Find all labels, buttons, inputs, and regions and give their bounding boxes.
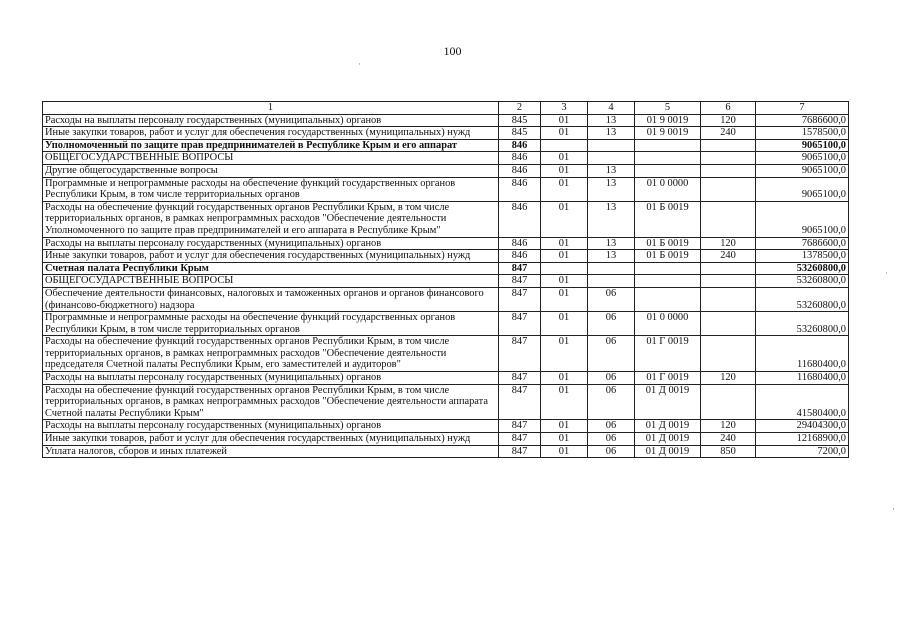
row-expense-type-cell: 120 [701, 420, 756, 433]
row-subsection-cell: 13 [588, 114, 635, 127]
row-admin-code-cell: 847 [499, 372, 541, 385]
row-admin-code-cell: 847 [499, 275, 541, 288]
column-header: 3 [541, 102, 588, 115]
row-section-cell: 01 [541, 177, 588, 201]
row-section-cell: 01 [541, 275, 588, 288]
row-subsection-cell: 13 [588, 164, 635, 177]
row-expense-type-cell [701, 262, 756, 275]
row-amount-cell: 9065100,0 [756, 177, 849, 201]
table-row [43, 164, 849, 177]
row-section-cell: 01 [541, 312, 588, 336]
table-row [43, 201, 849, 237]
row-admin-code-cell: 845 [499, 114, 541, 127]
row-name-cell: Уполномоченный по защите прав предпринимателей в Республике Крым и его аппарат [43, 139, 499, 152]
row-expense-type-cell [701, 139, 756, 152]
row-subsection-cell: 06 [588, 433, 635, 446]
row-target-article-cell: 01 0 0000 [635, 312, 701, 336]
row-section-cell: 01 [541, 164, 588, 177]
row-name-cell: Иные закупки товаров, работ и услуг для обеспечения государственных (муниципальных) нужд [43, 127, 499, 140]
row-expense-type-cell [701, 177, 756, 201]
row-amount-cell: 9065100,0 [756, 201, 849, 237]
table-row [43, 372, 849, 385]
row-subsection-cell [588, 139, 635, 152]
table-row [43, 433, 849, 446]
row-section-cell: 01 [541, 237, 588, 250]
row-section-cell: 01 [541, 127, 588, 140]
row-target-article-cell: 01 Д 0019 [635, 445, 701, 458]
row-target-article-cell [635, 164, 701, 177]
row-amount-cell: 41580400,0 [756, 384, 849, 420]
row-target-article-cell: 01 Б 0019 [635, 201, 701, 237]
row-admin-code-cell: 847 [499, 312, 541, 336]
row-expense-type-cell: 120 [701, 114, 756, 127]
row-amount-cell: 11680400,0 [756, 336, 849, 372]
row-admin-code-cell: 847 [499, 384, 541, 420]
row-target-article-cell [635, 152, 701, 165]
row-target-article-cell [635, 287, 701, 311]
row-name-cell: ОБЩЕГОСУДАРСТВЕННЫЕ ВОПРОСЫ [43, 152, 499, 165]
row-section-cell: 01 [541, 384, 588, 420]
row-target-article-cell [635, 262, 701, 275]
row-name-cell: Иные закупки товаров, работ и услуг для обеспечения государственных (муниципальных) нужд [43, 433, 499, 446]
row-expense-type-cell: 850 [701, 445, 756, 458]
row-expense-type-cell [701, 312, 756, 336]
row-target-article-cell: 01 Б 0019 [635, 250, 701, 263]
column-header: 7 [756, 102, 849, 115]
row-amount-cell: 1378500,0 [756, 250, 849, 263]
row-section-cell: 01 [541, 287, 588, 311]
row-admin-code-cell: 847 [499, 336, 541, 372]
row-admin-code-cell: 847 [499, 262, 541, 275]
row-name-cell: Расходы на выплаты персоналу государственных (муниципальных) органов [43, 372, 499, 385]
row-admin-code-cell: 847 [499, 420, 541, 433]
row-subsection-cell [588, 275, 635, 288]
row-expense-type-cell [701, 275, 756, 288]
row-name-cell: Расходы на выплаты персоналу государственных (муниципальных) органов [43, 114, 499, 127]
row-target-article-cell: 01 Д 0019 [635, 420, 701, 433]
row-amount-cell: 53260800,0 [756, 287, 849, 311]
row-target-article-cell: 01 9 0019 [635, 127, 701, 140]
row-subsection-cell [588, 152, 635, 165]
row-expense-type-cell [701, 336, 756, 372]
row-admin-code-cell: 846 [499, 177, 541, 201]
row-subsection-cell: 06 [588, 312, 635, 336]
row-subsection-cell: 13 [588, 177, 635, 201]
row-target-article-cell: 01 0 0000 [635, 177, 701, 201]
row-name-cell: Счетная палата Республики Крым [43, 262, 499, 275]
row-admin-code-cell: 847 [499, 433, 541, 446]
table-row [43, 287, 849, 311]
row-name-cell: Расходы на обеспечение функций государственных органов Республики Крым, в том числе территориальных органов, в рамках непрограммных расходов "Обеспечение деятельности аппарата Счетной палаты Республики Крым" [43, 384, 499, 420]
table-row [43, 262, 849, 275]
row-admin-code-cell: 846 [499, 152, 541, 165]
row-expense-type-cell: 120 [701, 372, 756, 385]
column-header: 2 [499, 102, 541, 115]
table-row [43, 384, 849, 420]
row-subsection-cell: 06 [588, 445, 635, 458]
row-expense-type-cell: 240 [701, 250, 756, 263]
header-row [43, 102, 849, 115]
row-expense-type-cell [701, 287, 756, 311]
row-section-cell [541, 262, 588, 275]
row-name-cell: Обеспечение деятельности финансовых, налоговых и таможенных органов и органов финансового (финансово-бюджетного) надзора [43, 287, 499, 311]
row-admin-code-cell: 847 [499, 445, 541, 458]
row-admin-code-cell: 846 [499, 201, 541, 237]
scan-speck: · [885, 268, 888, 278]
table-row [43, 250, 849, 263]
row-admin-code-cell: 847 [499, 287, 541, 311]
table-row [43, 237, 849, 250]
row-target-article-cell [635, 275, 701, 288]
row-expense-type-cell [701, 152, 756, 165]
row-target-article-cell [635, 139, 701, 152]
row-amount-cell: 7686600,0 [756, 114, 849, 127]
table-row [43, 139, 849, 152]
row-subsection-cell: 06 [588, 336, 635, 372]
row-amount-cell: 29404300,0 [756, 420, 849, 433]
table-row [43, 152, 849, 165]
row-target-article-cell: 01 Б 0019 [635, 237, 701, 250]
budget-table [42, 101, 849, 458]
row-amount-cell: 11680400,0 [756, 372, 849, 385]
row-subsection-cell: 06 [588, 372, 635, 385]
row-expense-type-cell: 240 [701, 433, 756, 446]
table-row [43, 275, 849, 288]
table-row [43, 420, 849, 433]
row-name-cell: Расходы на выплаты персоналу государственных (муниципальных) органов [43, 237, 499, 250]
row-name-cell: ОБЩЕГОСУДАРСТВЕННЫЕ ВОПРОСЫ [43, 275, 499, 288]
column-header: 6 [701, 102, 756, 115]
row-amount-cell: 7200,0 [756, 445, 849, 458]
row-name-cell: Расходы на обеспечение функций государственных органов Республики Крым, в том числе территориальных органов, в рамках непрограммных расходов "Обеспечение деятельности Уполномоченного по защите прав предпринимателей и его аппарата в Республике Крым" [43, 201, 499, 237]
row-subsection-cell: 06 [588, 384, 635, 420]
row-name-cell: Программные и непрограммные расходы на обеспечение функций государственных органов Республики Крым, в том числе территориальных органов [43, 177, 499, 201]
table-body [43, 114, 849, 458]
row-section-cell: 01 [541, 201, 588, 237]
row-name-cell: Уплата налогов, сборов и иных платежей [43, 445, 499, 458]
row-amount-cell: 9065100,0 [756, 139, 849, 152]
row-subsection-cell: 06 [588, 420, 635, 433]
row-section-cell: 01 [541, 336, 588, 372]
row-expense-type-cell: 240 [701, 127, 756, 140]
row-name-cell: Расходы на выплаты персоналу государственных (муниципальных) органов [43, 420, 499, 433]
row-target-article-cell: 01 Д 0019 [635, 433, 701, 446]
row-admin-code-cell: 846 [499, 139, 541, 152]
table-row [43, 312, 849, 336]
row-expense-type-cell [701, 201, 756, 237]
row-amount-cell: 7686600,0 [756, 237, 849, 250]
row-amount-cell: 53260800,0 [756, 262, 849, 275]
row-section-cell: 01 [541, 445, 588, 458]
row-section-cell: 01 [541, 250, 588, 263]
scan-speck: · [358, 59, 361, 69]
row-name-cell: Иные закупки товаров, работ и услуг для обеспечения государственных (муниципальных) нужд [43, 250, 499, 263]
scan-speck: · [892, 504, 895, 514]
row-section-cell: 01 [541, 420, 588, 433]
row-section-cell: 01 [541, 114, 588, 127]
column-header: 5 [635, 102, 701, 115]
row-name-cell: Программные и непрограммные расходы на обеспечение функций государственных органов Республики Крым, в том числе территориальных органов [43, 312, 499, 336]
row-target-article-cell: 01 Г 0019 [635, 336, 701, 372]
page-number: 100 [443, 44, 462, 58]
table-row [43, 127, 849, 140]
column-header: 4 [588, 102, 635, 115]
table-row [43, 114, 849, 127]
row-amount-cell: 12168900,0 [756, 433, 849, 446]
row-name-cell: Расходы на обеспечение функций государственных органов Республики Крым, в том числе территориальных органов, в рамках непрограммных расходов "Обеспечение деятельности председателя Счетной палаты Республики Крым, его заместителей и аудиторов" [43, 336, 499, 372]
row-section-cell: 01 [541, 372, 588, 385]
row-expense-type-cell [701, 164, 756, 177]
row-target-article-cell: 01 Д 0019 [635, 384, 701, 420]
row-section-cell: 01 [541, 152, 588, 165]
row-amount-cell: 53260800,0 [756, 312, 849, 336]
row-subsection-cell [588, 262, 635, 275]
column-header: 1 [43, 102, 499, 115]
row-subsection-cell: 13 [588, 201, 635, 237]
row-subsection-cell: 06 [588, 287, 635, 311]
row-expense-type-cell [701, 384, 756, 420]
row-amount-cell: 53260800,0 [756, 275, 849, 288]
row-admin-code-cell: 845 [499, 127, 541, 140]
row-admin-code-cell: 846 [499, 250, 541, 263]
row-section-cell [541, 139, 588, 152]
table-row [43, 336, 849, 372]
row-admin-code-cell: 846 [499, 164, 541, 177]
row-name-cell: Другие общегосударственные вопросы [43, 164, 499, 177]
row-subsection-cell: 13 [588, 237, 635, 250]
row-section-cell: 01 [541, 433, 588, 446]
table-row [43, 445, 849, 458]
row-amount-cell: 1578500,0 [756, 127, 849, 140]
row-target-article-cell: 01 Г 0019 [635, 372, 701, 385]
row-target-article-cell: 01 9 0019 [635, 114, 701, 127]
row-amount-cell: 9065100,0 [756, 164, 849, 177]
row-admin-code-cell: 846 [499, 237, 541, 250]
table-row [43, 177, 849, 201]
row-subsection-cell: 13 [588, 250, 635, 263]
row-expense-type-cell: 120 [701, 237, 756, 250]
row-subsection-cell: 13 [588, 127, 635, 140]
row-amount-cell: 9065100,0 [756, 152, 849, 165]
